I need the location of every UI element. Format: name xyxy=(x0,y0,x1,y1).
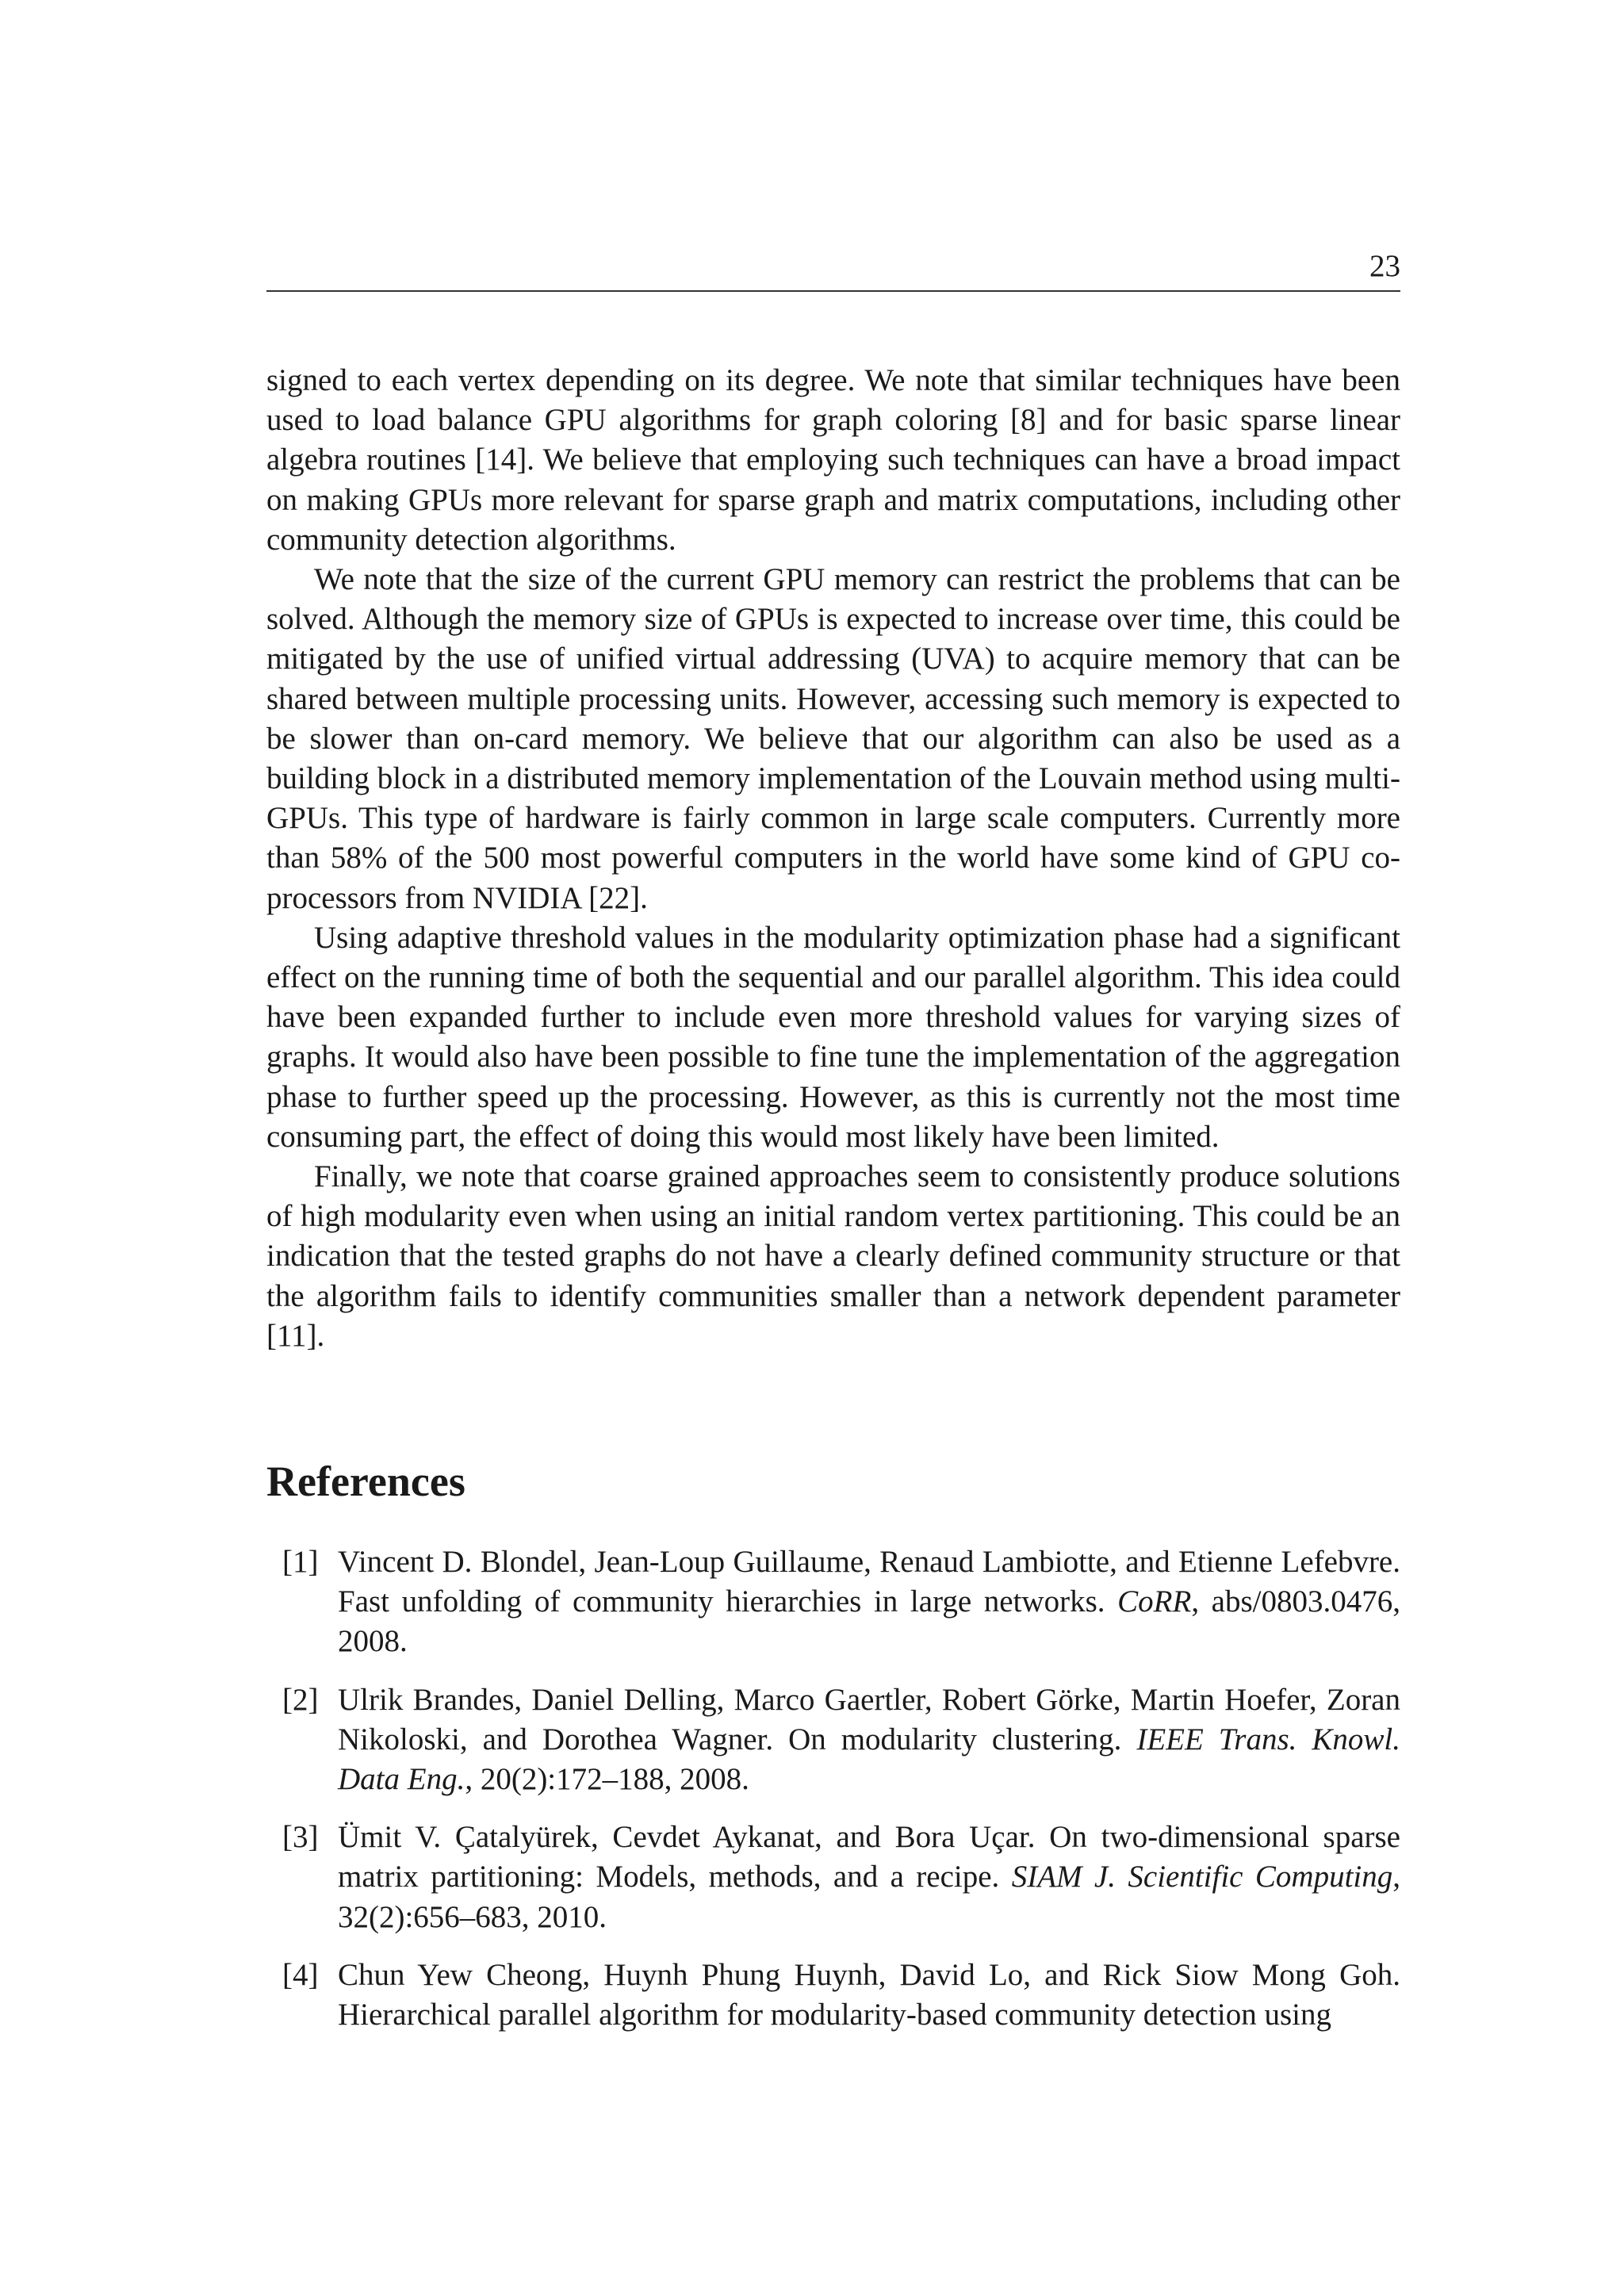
references-heading: References xyxy=(266,1458,465,1505)
references-list xyxy=(266,1542,1400,2053)
reference-venue: SIAM J. Scientific Computing xyxy=(1011,1860,1393,1894)
reference-text xyxy=(338,1683,1400,1796)
paragraph-coarse-grained: Finally, we note that coarse grained approaches seem to consistently produce solutions of high modularity even when using an initial random vertex partitioning. This could be an indication that the tested graphs do not have a clearly defined community structure or that the algorithm fails to identify communities smaller than a network dependent parameter [11]. xyxy=(266,1159,1400,1353)
reference-text xyxy=(338,1958,1400,2032)
reference-number: [3] xyxy=(282,1820,319,1855)
reference-number: [1] xyxy=(282,1545,319,1579)
body-text xyxy=(266,361,1400,1356)
reference-authors-title: Ümit V. Çatalyürek, Cevdet Aykanat, and Bora Uçar. On two-dimensional sparse matrix partitioning: Models, methods, and a recipe. xyxy=(338,1820,1400,1894)
reference-venue: IEEE Trans. Knowl. Data Eng. xyxy=(338,1722,1400,1797)
reference-authors-title: Vincent D. Blondel, Jean-Loup Guillaume, Renaud Lambiotte, and Etienne Lefebvre. Fast unfolding of community hierarchies in large networks. xyxy=(338,1545,1400,1619)
reference-authors-title: Chun Yew Cheong, Huynh Phung Huynh, David Lo, and Rick Siow Mong Goh. Hierarchical parallel algorithm for modularity-based community detection using xyxy=(338,1957,1400,2032)
reference-details: , 32(2):656–683, 2010. xyxy=(338,1860,1400,1934)
reference-item xyxy=(266,1680,1400,1800)
header-rule xyxy=(266,290,1400,292)
reference-text xyxy=(338,1545,1400,1658)
reference-number: [2] xyxy=(282,1682,319,1717)
reference-authors-title: Ulrik Brandes, Daniel Delling, Marco Gaertler, Robert Görke, Martin Hoefer, Zoran Nikoloski, and Dorothea Wagner. On modularity clustering. xyxy=(338,1682,1400,1757)
paragraph-continued: signed to each vertex depending on its degree. We note that similar techniques have been used to load balance GPU algorithms for graph coloring [8] and for basic sparse linear algebra routines [14]. We believe that employing such techniques can have a broad impact on making GPUs more relevant for sparse graph and matrix computations, including other community detection algorithms. xyxy=(266,363,1400,557)
reference-item xyxy=(266,1956,1400,2035)
reference-number: [4] xyxy=(282,1957,319,1992)
paragraph-adaptive-threshold: Using adaptive threshold values in the modularity optimization phase had a significant effect on the running time of both the sequential and our parallel algorithm. This idea could have been expanded further to include even more threshold values for varying sizes of graphs. It would also have been possible to fine tune the implementation of the aggregation phase to further speed up the processing. However, as this is currently not the most time consuming part, the effect of doing this would most likely have been limited. xyxy=(266,920,1400,1154)
page-number: 23 xyxy=(1369,249,1400,283)
reference-item xyxy=(266,1542,1400,1662)
paragraph-gpu-memory: We note that the size of the current GPU memory can restrict the problems that can be solved. Although the memory size of GPUs is expected to increase over time, this could be mitigated by the use of unified virtual addressing (UVA) to acquire memory that can be shared between multiple processing units. However, accessing such memory is expected to be slower than on-card memory. We believe that our algorithm can also be used as a building block in a distributed memory implementation of the Louvain method using multi-GPUs. This type of hardware is fairly common in large scale computers. Currently more than 58% of the 500 most powerful computers in the world have some kind of GPU co-processors from NVIDIA [22]. xyxy=(266,562,1400,915)
reference-details: , abs/0803.0476, 2008. xyxy=(338,1584,1401,1659)
reference-details: , 20(2):172–188, 2008. xyxy=(465,1762,749,1797)
reference-item xyxy=(266,1818,1400,1937)
reference-venue: CoRR xyxy=(1117,1584,1192,1619)
reference-text xyxy=(338,1820,1400,1933)
